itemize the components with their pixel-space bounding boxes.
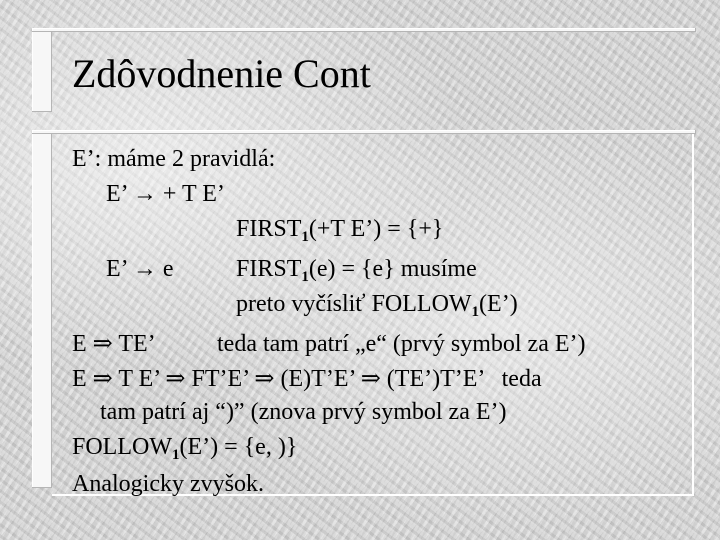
text-line-3 bbox=[236, 215, 443, 251]
first-value: (+T E’) = {+} bbox=[308, 216, 444, 242]
production-lhs: E’ bbox=[106, 181, 127, 207]
follow-value: (E’) bbox=[479, 291, 518, 317]
content-frame-left-bar bbox=[32, 130, 52, 488]
text-line-6 bbox=[72, 330, 156, 358]
first-value: (e) = {e} musíme bbox=[308, 256, 477, 282]
production-rhs: + T E’ bbox=[162, 181, 225, 207]
follow-value: (E’) = {e, )} bbox=[179, 434, 298, 460]
text-line-1: E’: máme 2 pravidlá: bbox=[72, 146, 276, 172]
arrow-symbol: → bbox=[132, 256, 157, 282]
text-line-7: E ⇒ T E’ ⇒ FT’E’ ⇒ (E)T’E’ ⇒ (TE’)T’E’ teda bbox=[72, 366, 542, 392]
text-line-8: tam patrí aj “)” (znova prvý symbol za E’) bbox=[100, 399, 507, 425]
subscript: 1 bbox=[471, 304, 480, 320]
production-lhs: E’ bbox=[106, 256, 127, 282]
follow-label: preto vyčísliť FOLLOW bbox=[236, 291, 472, 317]
derives-symbol: ⇒ bbox=[92, 331, 113, 357]
text-line-6b: teda tam patrí „e“ (prvý symbol za E’) bbox=[217, 331, 586, 357]
first-label: FIRST bbox=[236, 256, 302, 282]
derivation-rhs: TE’ bbox=[118, 331, 156, 357]
subscript: 1 bbox=[301, 269, 309, 285]
follow-label: FOLLOW bbox=[72, 434, 172, 460]
title-frame-left-bar bbox=[32, 28, 52, 112]
subscript: 1 bbox=[171, 447, 180, 463]
text-line-9 bbox=[72, 433, 297, 469]
text-line-4b bbox=[236, 255, 477, 291]
derivation-lhs: E bbox=[72, 331, 87, 357]
text-line-2 bbox=[106, 180, 225, 208]
production-rhs: e bbox=[162, 256, 174, 282]
title-frame-top-bar bbox=[32, 28, 696, 32]
first-label: FIRST bbox=[236, 216, 302, 242]
text-line-10: Analogicky zvyšok. bbox=[72, 471, 264, 497]
text-line-4 bbox=[106, 255, 174, 283]
subscript: 1 bbox=[301, 229, 309, 245]
text-line-5 bbox=[236, 290, 518, 326]
arrow-symbol: → bbox=[132, 181, 157, 207]
slide-title: Zdôvodnenie Cont bbox=[72, 51, 371, 96]
